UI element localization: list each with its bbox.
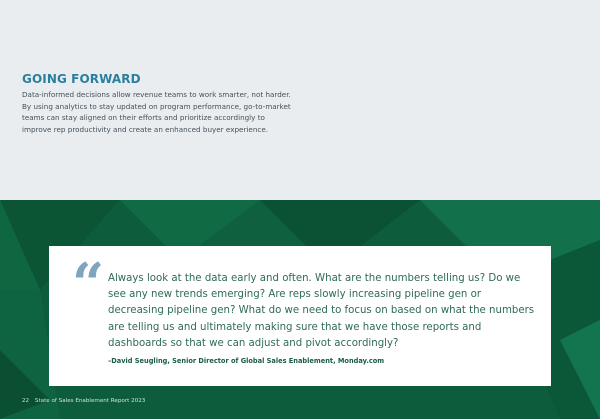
page-number: 22 [22,398,30,404]
page-footer [22,398,145,404]
section-heading: GOING FORWARD [22,72,141,86]
section-body-text: Data-informed decisions allow revenue teams to work smarter, not harder. By using analytics to stay updated on program performance, go-to-market teams can stay aligned on their efforts and prioritize accordingly to improve rep productivity and create an enhanced buyer experience. [22,90,291,134]
quote-mark-icon: “ [72,251,105,317]
quote-attribution: –David Seugling, Senior Director of Global Sales Enablement, Monday.com [108,357,385,365]
quote-text: Always look at the data early and often. What are the numbers telling us? Do we see any new trends emerging? Are reps slowly increasing pipeline gen or decreasing pipeline gen? What do we need to focus on based on what the numbers are telling us and ultimately making sure that we have those reports and dashboards so that we can adjust and pivot accordingly? [108,273,535,349]
report-title: State of Sales Enablement Report 2023 [34,398,146,404]
